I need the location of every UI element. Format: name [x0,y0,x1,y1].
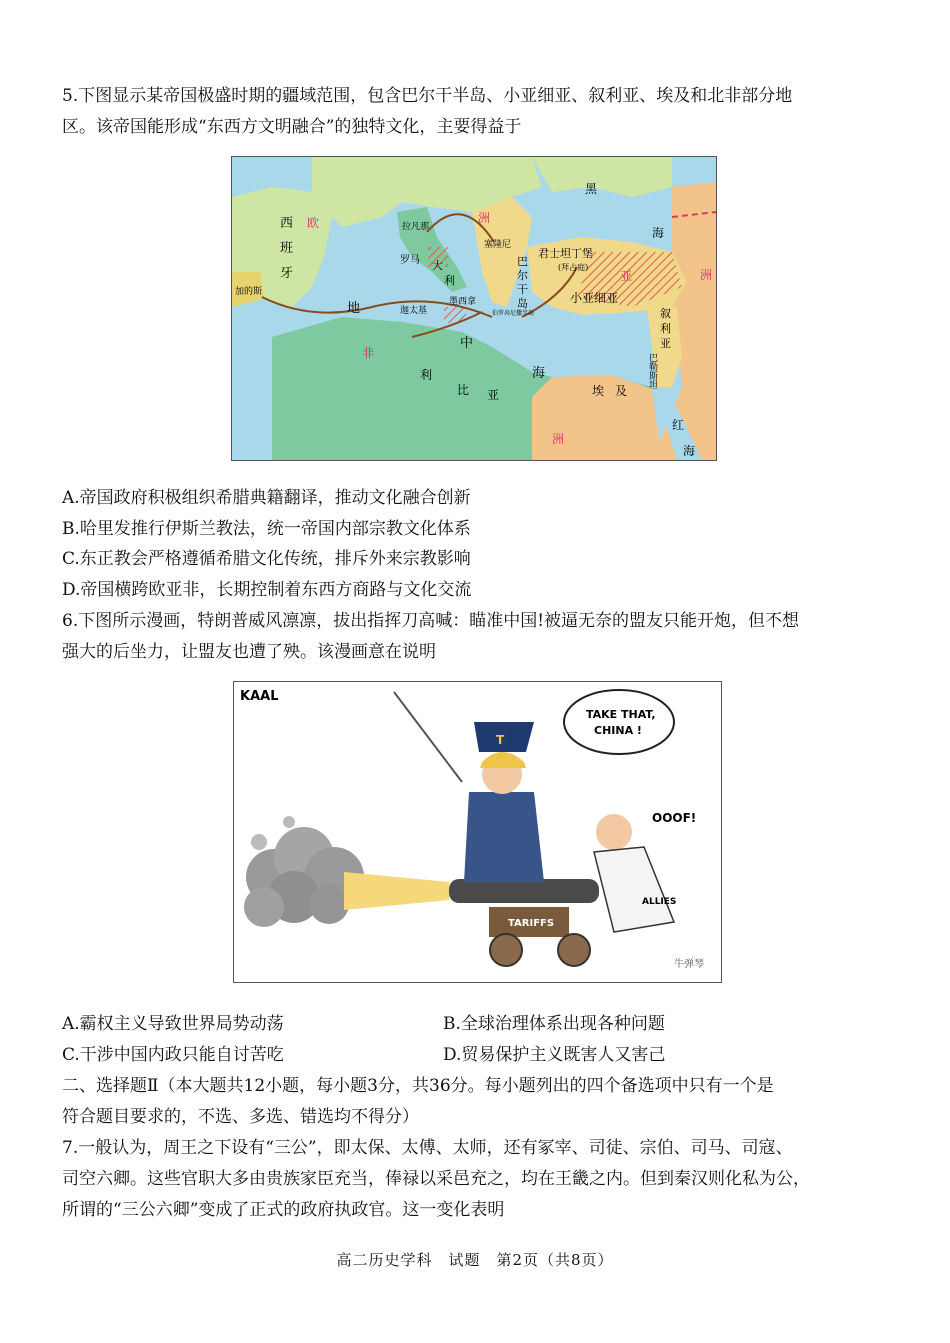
oof-exclamation: OOOF! [652,811,697,825]
q6-option-c[interactable]: C.干涉中国内政只能自讨苦吃 [62,1045,284,1065]
map-label-messina: 墨西拿 [449,297,477,307]
hat-emblem: T [496,733,505,747]
q5-stem-line-2: 区。该帝国能形成“东西方文明融合”的独特文化，主要得益于 [62,117,522,137]
q7-line-3: 所谓的“三公六卿”变成了正式的政府执政官。这一变化表明 [62,1200,505,1220]
map-label-hong: 红 [672,418,685,432]
speech-line-2: CHINA ! [594,724,642,737]
q5-option-b[interactable]: B.哈里发推行伊斯兰教法，统一帝国内部宗教文化体系 [62,519,471,539]
map-label-zhou-asia: 洲 [700,268,713,282]
map-label-byzantium: (拜占庭) [558,263,589,272]
map-label-asia-minor: 小亚细亚 [570,291,619,305]
map-label-di: 地 [347,301,361,316]
q7-line-2: 司空六卿。这些官职大多由贵族家臣充当，俸禄以采邑充之，均在王畿之内。但到秦汉则化私为公， [62,1169,810,1189]
cannon-wheel-right [558,934,590,966]
page-footer: 高二历史学科 试题 第2页（共8页） [336,1251,614,1269]
q6-stem-line-1: 6.下图所示漫画，特朗普威风凛凛，拔出指挥刀高喊：瞄准中国!被逼无奈的盟友只能开炮，但不想 [62,611,800,631]
map-label-hai-red: 海 [683,444,696,458]
map-label-luoma: 罗马 [400,255,420,266]
allies-label: ALLIES [642,897,677,907]
map-label-er: 尔 [517,269,528,282]
map-label-sailuoni: 塞隆尼 [484,240,512,250]
q7-line-1: 7.一般认为，周王之下设有“三公”，即太保、太傅、太师，还有冢宰、司徒、宗伯、司马、司寇、 [62,1138,793,1158]
map-label-ya-asia: 亚 [620,269,633,283]
map-label-hei: 黑 [585,182,598,196]
map-label-hai-black: 海 [652,226,665,240]
map-label-gan: 干 [517,283,528,296]
q6-stem-line-2: 强大的后坐力，让盟友也遭了殃。该漫画意在说明 [62,642,436,662]
map-label-lafanna: 拉凡那 [402,222,430,232]
map-label-fei: 非 [362,346,375,360]
map-svg [232,157,716,460]
q6-option-a[interactable]: A.霸权主义导致世界局势动荡 [62,1014,284,1034]
cartoon-watermark: 牛弹琴 [674,959,704,970]
section2-line-1: 二、选择题Ⅱ（本大题共12小题，每小题3分，共36分。每小题列出的四个备选项中只有一个是 [62,1076,774,1096]
q5-option-a[interactable]: A.帝国政府积极组织希腊典籍翻译，推动文化融合创新 [62,488,471,508]
map-label-ban: 班 [280,241,294,256]
map-label-ya-spain: 牙 [280,266,294,281]
map-label-peloponnese: 伯罗奔尼撒半岛 [492,310,535,317]
map-label-da: 大 [432,259,443,272]
map-label-ya-libya: 亚 [487,388,500,402]
map-label-zhou-europe: 洲 [478,211,491,225]
q6-option-b[interactable]: B.全球治理体系出现各种问题 [443,1014,665,1034]
map-label-carthage: 迦太基 [400,306,428,316]
map-label-ya-syria: 亚 [660,337,671,350]
map-label-ai: 埃 [592,384,605,398]
map-label-zhong: 中 [460,336,474,351]
map-label-dao: 岛 [517,297,528,310]
map-label-li-italy: 利 [444,274,455,287]
map-label-ba: 巴 [517,255,528,268]
speech-bubble [564,690,674,754]
q6-option-d[interactable]: D.贸易保护主义既害人又害己 [443,1045,666,1065]
cannon-wheel-left [490,934,522,966]
map-label-ji: 及 [615,384,628,398]
section2-line-2: 符合题目要求的，不选、多选、错选均不得分） [62,1107,419,1127]
q5-stem-line-1: 5.下图显示某帝国极盛时期的疆域范围，包含巴尔干半岛、小亚细亚、叙利亚、埃及和北非部分地 [62,86,793,106]
trade-war-cartoon [233,681,722,983]
map-label-zhou-africa: 洲 [552,432,565,446]
cannon-barrel [449,879,599,903]
cartoon-svg [234,682,721,982]
map-label-ou: 欧 [307,216,320,230]
cartoonist-signature: KAAL [240,689,279,704]
allies-face [596,814,632,850]
speech-line-1: TAKE THAT, [586,708,656,721]
map-label-bi: 比 [457,383,470,397]
map-label-xu: 叙 [660,307,671,320]
trump-coat [464,792,544,882]
map-label-hai-med: 海 [532,366,546,381]
map-label-xi: 西 [280,216,294,231]
q5-option-c[interactable]: C.东正教会严格遵循希腊文化传统，排斥外来宗教影响 [62,549,471,569]
q5-option-d[interactable]: D.帝国横跨欧亚非，长期控制着东西方商路与文化交流 [62,580,472,600]
map-label-li-libya: 利 [420,368,433,382]
map-label-li-syria: 利 [660,322,671,335]
map-label-palestine: 巴勒斯坦 [647,353,657,389]
map-label-constantinople: 君士坦丁堡 [538,247,593,260]
tariffs-label: TARIFFS [508,918,555,929]
byzantine-empire-map [231,156,717,461]
map-label-cadiz: 加的斯 [235,287,263,297]
